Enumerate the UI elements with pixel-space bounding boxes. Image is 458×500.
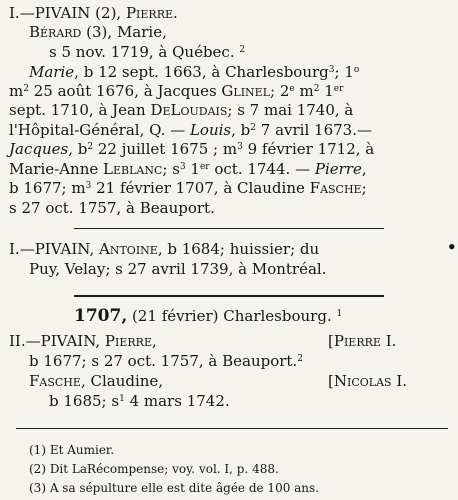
entry1-line2: Bérard (3), Marie, <box>29 23 167 41</box>
entry1-line1: I.—PIVAIN (2), Pierre. <box>9 4 178 22</box>
entry1-line8: Jacques, $b^2$ 22 juillet 1675 ; $m^3$ 9 février 1712, à <box>9 140 375 158</box>
entry1-line6: sept. 1710, à Jean DeLoudais; s 7 mai 1740, à <box>9 101 354 119</box>
entry3-line1: II.—PIVAIN, Pierre, <box>9 332 157 350</box>
entry1-line11: s 27 oct. 1757, à Beauport. <box>9 199 215 217</box>
margin-mark: • <box>447 238 457 256</box>
footnote-rule <box>16 428 448 429</box>
separator-rule-1 <box>74 228 384 229</box>
entry3-line2: b 1677; s 27 oct. 1757, à Beauport.$^2$ <box>29 352 303 370</box>
entry1-line10: b 1677; $m^3$ 21 février 1707, à Claudine Fasche; <box>9 179 367 197</box>
footnote-2: (2) Dit LaRécompense; voy. vol. I, p. 488. <box>29 462 279 476</box>
entry1-line3: s 5 nov. 1719, à Québec. $^2$ <box>49 43 246 61</box>
footnote-3: (3) A sa sépulture elle est dite âgée de 100 ans. <box>29 481 320 495</box>
entry1-line7: l'Hôpital-Général, Q. — Louis, $b^2$ 7 avril 1673.— <box>9 121 372 139</box>
entry2-line1: I.—PIVAIN, Antoine, b 1684; huissier; du <box>9 240 320 258</box>
separator-rule-2 <box>74 295 384 297</box>
footnote-1: (1) Et Aumier. <box>29 443 115 457</box>
entry3-line3: Fasche, Claudine, <box>29 372 164 390</box>
entry3-line3-parent: [Nicolas I. <box>328 372 408 390</box>
entry2-line2: Puy, Velay; s 27 avril 1739, à Montréal. <box>29 260 327 278</box>
marriage-heading: 1707, (21 février) Charlesbourg. $^1$ <box>74 306 343 326</box>
entry3-line4: b 1685; $s^1$ 4 mars 1742. <box>49 392 230 410</box>
entry1-line5: $m^2$ 25 août 1676, à Jacques Glinel; 2e $m^2$ 1er <box>9 82 344 100</box>
entry1-line4: Marie, b 12 sept. 1663, à Charlesbourg$^3$; 1$^o$ <box>29 63 360 81</box>
entry1-line9: Marie-Anne Leblanc; $s^3$ 1er oct. 1744. — Pierre, <box>9 160 367 178</box>
entry3-line1-parent: [Pierre I. <box>328 332 397 350</box>
